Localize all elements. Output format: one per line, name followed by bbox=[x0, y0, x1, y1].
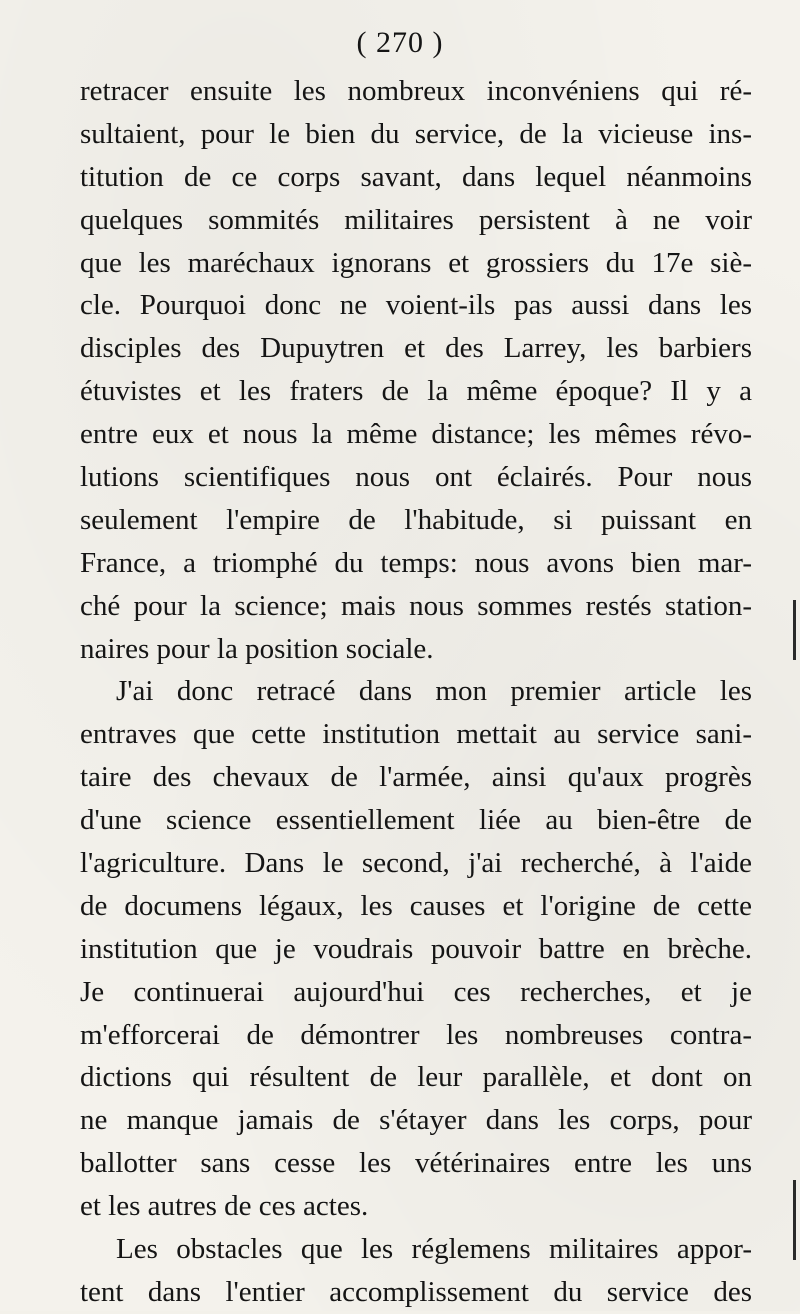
text-line: et les autres de ces actes. bbox=[80, 1190, 369, 1223]
paragraph-2 bbox=[80, 670, 752, 1228]
text-line: lutions scientifiques nous ont éclairés. Pour nous bbox=[80, 461, 752, 494]
text-line: sultaient, pour le bien du service, de la vicieuse ins- bbox=[80, 117, 752, 150]
page-number: ( 270 ) bbox=[356, 26, 444, 59]
text-line: taire des chevaux de l'armée, ainsi qu'aux progrès bbox=[80, 761, 752, 794]
text-line: entraves que cette institution mettait au service sani- bbox=[80, 718, 752, 751]
text-line: tent dans l'entier accomplissement du service des bbox=[80, 1275, 752, 1308]
text-line: de documens légaux, les causes et l'origine de cette bbox=[80, 889, 752, 922]
text-line: cle. Pourquoi donc ne voient-ils pas aussi dans les bbox=[80, 289, 752, 322]
text-line: d'une science essentiellement liée au bien-être de bbox=[80, 804, 752, 837]
text-line: ne manque jamais de s'étayer dans les corps, pour bbox=[80, 1104, 752, 1137]
margin-scan-mark bbox=[793, 1180, 796, 1260]
text-line: ché pour la science; mais nous sommes restés station- bbox=[80, 589, 752, 622]
paragraph-1 bbox=[80, 70, 752, 670]
text-line: entre eux et nous la même distance; les mêmes révo- bbox=[80, 418, 752, 451]
text-line: que les maréchaux ignorans et grossiers du 17e siè- bbox=[80, 246, 752, 279]
text-line: institution que je voudrais pouvoir battre en brèche. bbox=[80, 932, 752, 965]
text-line: titution de ce corps savant, dans lequel néanmoins bbox=[80, 160, 752, 193]
body-text bbox=[80, 70, 752, 1314]
text-line: ballotter sans cesse les vétérinaires entre les uns bbox=[80, 1147, 752, 1180]
text-line: Je continuerai aujourd'hui ces recherches, et je bbox=[80, 975, 752, 1008]
text-line: étuvistes et les fraters de la même époque? Il y a bbox=[80, 375, 752, 408]
text-line: France, a triomphé du temps: nous avons bien mar- bbox=[80, 546, 752, 579]
text-line: retracer ensuite les nombreux inconvéniens qui ré- bbox=[80, 75, 752, 107]
text-line: m'efforcerai de démontrer les nombreuses contra- bbox=[80, 1018, 752, 1051]
text-line: Les obstacles que les réglemens militaires appor- bbox=[116, 1233, 752, 1266]
text-line: l'agriculture. Dans le second, j'ai recherché, à l'aide bbox=[80, 847, 752, 880]
paragraph-3 bbox=[80, 1228, 752, 1314]
text-line: naires pour la position sociale. bbox=[80, 632, 434, 665]
margin-scan-mark bbox=[793, 600, 796, 660]
text-line: seulement l'empire de l'habitude, si puissant en bbox=[80, 503, 752, 536]
text-line: J'ai donc retracé dans mon premier article les bbox=[116, 675, 752, 708]
text-line: quelques sommités militaires persistent à ne voir bbox=[80, 203, 752, 236]
text-line: disciples des Dupuytren et des Larrey, les barbiers bbox=[80, 332, 752, 365]
text-line: dictions qui résultent de leur parallèle, et dont on bbox=[80, 1061, 752, 1094]
